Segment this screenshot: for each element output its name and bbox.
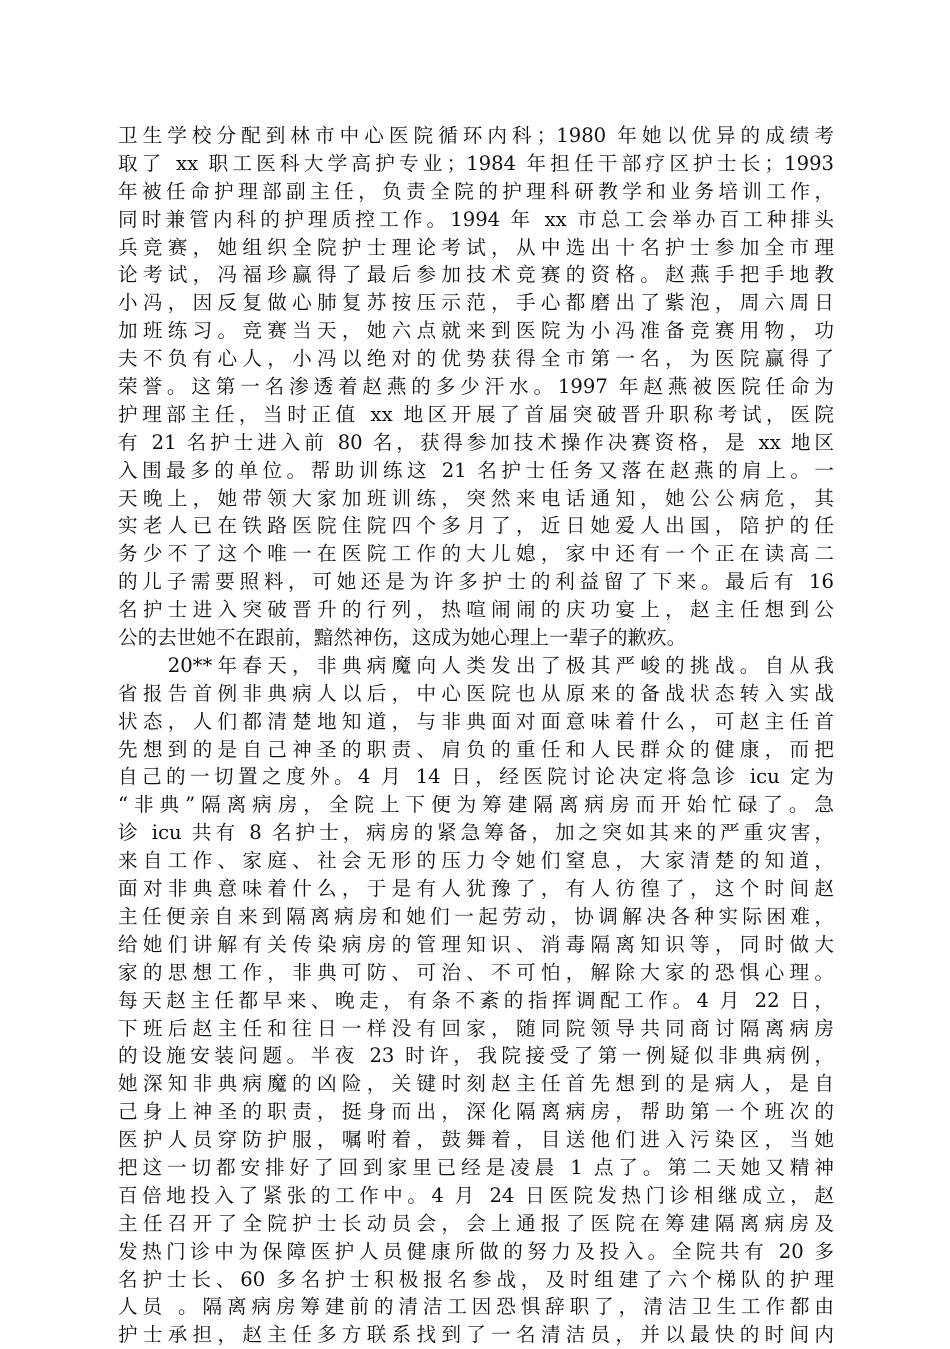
text-line: 把这一切都安排好了回到家里已经是凌晨 1 点了。第二天她又精神 <box>118 1155 834 1179</box>
text-line: 名护士进入突破晋升的行列，热喧闹闹的庆功宴上，赵主任想到公 <box>118 598 834 622</box>
text-line: 论考试，冯福珍赢得了最后参加技术竞赛的资格。赵燕手把手地教 <box>118 263 834 287</box>
text-line: 来自工作、家庭、社会无形的压力令她们窒息，大家清楚的知道， <box>118 849 834 873</box>
text-line: 先想到的是自己神圣的职责、肩负的重任和人民群众的健康，而把 <box>118 737 834 761</box>
body-text <box>118 122 834 1349</box>
text-line: 的儿子需要照料，可她还是为许多护士的利益留了下来。最后有 16 <box>118 570 834 594</box>
text-line: 主任便亲自来到隔离病房和她们一起劳动，协调解决各种实际困难， <box>118 904 834 928</box>
text-line: “非典”隔离病房，全院上下便为筹建隔离病房而开始忙碌了。急 <box>118 793 834 817</box>
text-line: 20**年春天，非典病魔向人类发出了极其严峻的挑战。自从我 <box>118 653 834 677</box>
text-line: 有 21 名护士进入前 80 名，获得参加技术操作决赛资格，是 xx 地区 <box>118 430 834 454</box>
text-line: 人员 。隔离病房筹建前的清洁工因恐惧辞职了，清洁卫生工作都由 <box>118 1295 834 1319</box>
text-line: 己身上神圣的职责，挺身而出，深化隔离病房，帮助第一个班次的 <box>118 1100 834 1124</box>
text-line: 省报告首例非典病人以后，中心医院也从原来的备战状态转入实战 <box>118 681 834 705</box>
text-line: 诊 icu 共有 8 名护士，病房的紧急筹备，加之突如其来的严重灾害， <box>118 821 834 845</box>
text-line: 护理部主任，当时正值 xx 地区开展了首届突破晋升职称考试，医院 <box>118 402 834 426</box>
text-line: 年被任命护理部副主任，负责全院的护理科研教学和业务培训工作， <box>118 179 834 203</box>
text-line: 实老人已在铁路医院住院四个多月了，近日她爱人出国，陪护的任 <box>118 514 834 538</box>
text-line: 入围最多的单位。帮助训练这 21 名护士任务又落在赵燕的肩上。一 <box>118 458 834 482</box>
text-line: 取了 xx 职工医科大学高护专业；1984 年担任干部疗区护士长；1993 <box>118 151 834 175</box>
text-line: 荣誉。这第一名渗透着赵燕的多少汗水。1997 年赵燕被医院任命为 <box>118 375 834 399</box>
text-line: 卫生学校分配到林市中心医院循环内科；1980 年她以优异的成绩考 <box>118 124 834 147</box>
text-line: 自己的一切置之度外。4 月 14 日，经医院讨论决定将急诊 icu 定为 <box>118 765 834 789</box>
text-line: 的设施安装问题。半夜 23 时许，我院接受了第一例疑似非典病例， <box>118 1044 834 1068</box>
text-line: 天晚上，她带领大家加班训练，突然来电话通知，她公公病危，其 <box>118 486 834 510</box>
text-line: 务少不了这个唯一在医院工作的大儿媳，家中还有一个正在读高二 <box>118 542 834 566</box>
text-line: 小冯，因反复做心肺复苏按压示范，手心都磨出了紫泡，周六周日 <box>118 291 834 315</box>
text-line: 兵竞赛，她组织全院护士理论考试，从中选出十名护士参加全市理 <box>118 235 834 259</box>
text-line: 百倍地投入了紧张的工作中。4 月 24 日医院发热门诊相继成立，赵 <box>118 1183 834 1207</box>
text-line: 下班后赵主任和往日一样没有回家，随同院领导共同商讨隔离病房 <box>118 1016 834 1040</box>
text-line: 面对非典意味着什么，于是有人犹豫了，有人彷徨了，这个时间赵 <box>118 877 834 901</box>
text-line: 家的思想工作，非典可防、可治、不可怕，解除大家的恐惧心理。 <box>118 960 834 984</box>
text-line: 主任召开了全院护士长动员会，会上通报了医院在筹建隔离病房及 <box>118 1211 834 1235</box>
text-line: 她深知非典病魔的凶险，关键时刻赵主任首先想到的是病人，是自 <box>118 1072 834 1096</box>
text-line: 加班练习。竞赛当天，她六点就来到医院为小冯准备竞赛用物，功 <box>118 319 834 343</box>
text-line: 同时兼管内科的护理质控工作。1994 年 xx 市总工会举办百工种排头 <box>118 207 834 231</box>
text-line: 护士承担，赵主任多方联系找到了一名清洁员，并以最快的时间内 <box>118 1323 834 1347</box>
text-line: 发热门诊中为保障医护人员健康所做的努力及投入。全院共有 20 多 <box>118 1239 834 1263</box>
text-line: 给她们讲解有关传染病房的管理知识、消毒隔离知识等，同时做大 <box>118 932 834 956</box>
text-line: 夫不负有心人，小冯以绝对的优势获得全市第一名，为医院赢得了 <box>118 347 834 371</box>
text-line: 公的去世她不在跟前，黯然神伤，这成为她心理上一辈子的歉疚。 <box>118 626 687 650</box>
text-line: 医护人员穿防护服，嘱咐着，鼓舞着，目送他们进入污染区，当她 <box>118 1128 834 1152</box>
text-line: 状态，人们都清楚地知道，与非典面对面意味着什么，可赵主任首 <box>118 709 834 733</box>
text-line: 每天赵主任都早来、晚走，有条不紊的指挥调配工作。4 月 22 日， <box>118 988 834 1012</box>
text-line: 名护士长、60 多名护士积极报名参战，及时组建了六个梯队的护理 <box>118 1267 834 1291</box>
